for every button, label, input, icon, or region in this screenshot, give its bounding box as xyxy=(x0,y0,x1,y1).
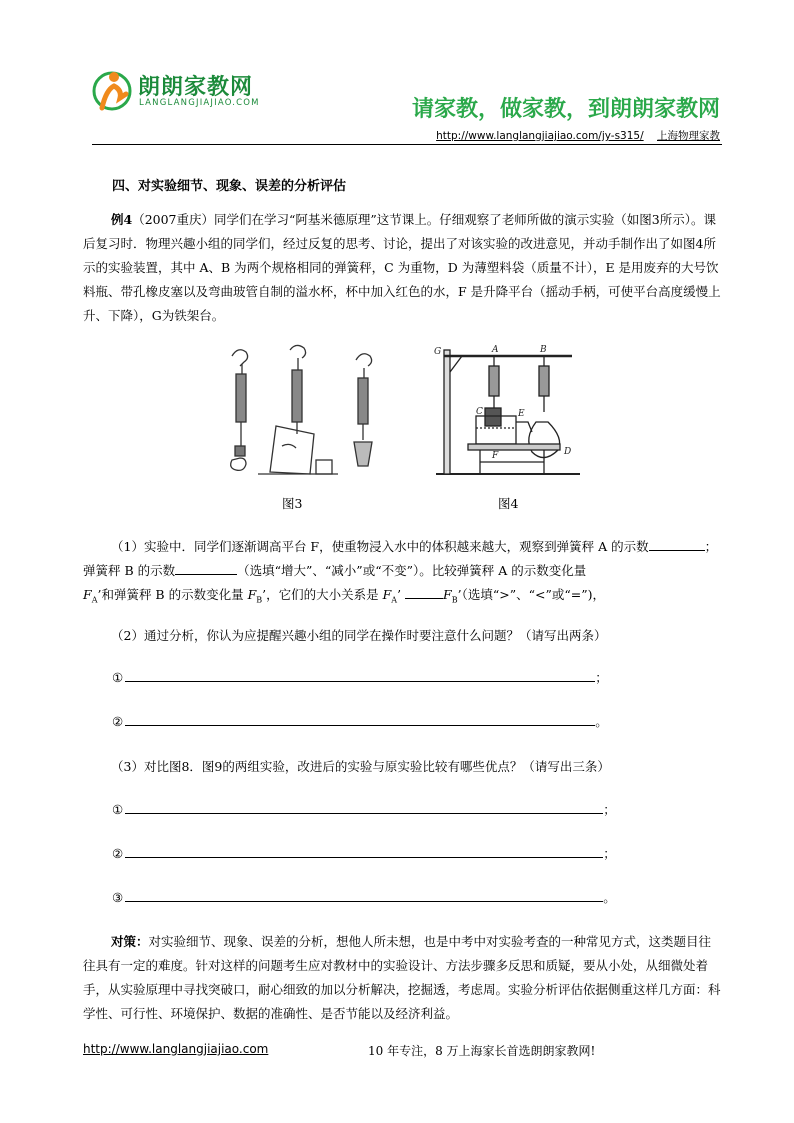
footer-url-link[interactable]: http://www.langlangjiajiao.com xyxy=(83,1042,269,1056)
q1-blank-a[interactable] xyxy=(649,537,705,551)
site-logo[interactable] xyxy=(92,68,292,116)
question-1: （1）实验中．同学们逐渐调高平台 F，使重物浸入水中的体积越来越大，观察到弹簧秤 A 的示数 ；弹簧秤 B 的示数 （选填“增大”、“减小”或“不变”）。比较弹簧秤 A 的示数变化量 $F_A$’和弹簧秤 B 的示数变化量 $F_B$’，它们的大小关系是 $F_A$’ $F_B$’（选填“>”、“<”或“=”)， xyxy=(83,539,718,605)
figure-4-caption: 图4 xyxy=(498,496,519,511)
example-text: （2007重庆）同学们在学习“阿基米德原理”这节课上。仔细观察了老师所做的演示实验（如图3所示）。课后复习时．物理兴趣小组的同学们，经过反复的思考、讨论，提出了对该实验的改进意见，并动手制作出了如图4所示的实验装置，其中 A、B 为两个规格相同的弹簧秤，C 为重物，D 为薄塑料袋（质量不计），E 是用废弃的大号饮料瓶、带孔橡皮塞以及弯曲玻管自制的溢水杯，杯中加入红色的水，F 是升降平台（摇动手柄，可使平台高度缓慢上升、下降），G为铁架台。 xyxy=(83,212,721,323)
logo-person-icon xyxy=(92,68,132,114)
svg-text:D: D xyxy=(564,447,572,457)
q1-blank-b[interactable] xyxy=(175,561,237,575)
question-3: （3）对比图8．图9的两组实验，改进后的实验与原实验比较有哪些优点？（请写出三条） xyxy=(111,759,610,774)
svg-text:A: A xyxy=(492,345,499,355)
header-physics-tutor-link[interactable]: 上海物理家教 xyxy=(657,130,720,142)
strategy-text: 对实验细节、现象、误差的分析，想他人所未想，也是中考中对实验考查的一种常见方式，这类题目往往具有一定的难度。针对这样的问题考生应对教材中的实验设计、方法步骤多反思和质疑，要从小处，从细微处着手，从实验原理中寻找突破口，耐心细致的加以分析解决，挖掘透，考虑周。实验分析评估依据侧重这样几方面：科学性、可行性、环境保护、数据的准确性、是否节能以及经济利益。 xyxy=(83,934,721,1021)
example-label: 例4 xyxy=(111,212,133,227)
figure-3-illustration xyxy=(218,342,390,478)
header-slogan: 请家教，做家教，到朗朗家教网 xyxy=(411,97,720,122)
figure-4-apparatus xyxy=(432,342,584,478)
logo-text: 朗朗家教网 xyxy=(138,75,254,100)
svg-text:C: C xyxy=(476,407,483,417)
section-title: 四、对实验细节、现象、误差的分析评估 xyxy=(112,179,347,194)
q3-answer-line-2[interactable]: ② ； xyxy=(112,846,616,861)
footer-slogan: 10 年专注，8 万上海家长首选朗朗家教网! xyxy=(368,1044,596,1058)
header-url-link[interactable]: http://www.langlangjiajiao.com/jy-s315/ xyxy=(436,130,644,142)
q2-answer-line-2[interactable]: ② 。 xyxy=(112,714,608,729)
header-links xyxy=(436,128,720,143)
question-2: （2）通过分析，你认为应提醒兴趣小组的同学在操作时要注意什么问题？（请写出两条） xyxy=(111,628,607,643)
example-paragraph xyxy=(83,208,721,328)
svg-text:F: F xyxy=(492,451,499,461)
svg-text:B: B xyxy=(540,345,547,355)
strategy-paragraph xyxy=(83,930,721,1026)
svg-text:E: E xyxy=(518,409,525,419)
strategy-label: 对策： xyxy=(111,934,149,949)
figure-3-caption: 图3 xyxy=(282,496,303,511)
q3-answer-line-1[interactable]: ① ； xyxy=(112,802,616,817)
logo-subtext: LANGLANGJIAJIAO.COM xyxy=(139,98,260,108)
svg-text:G: G xyxy=(434,347,442,357)
q1-blank-c[interactable] xyxy=(405,585,443,599)
q3-answer-line-3[interactable]: ③ 。 xyxy=(112,890,616,905)
q2-answer-line-1[interactable]: ① ； xyxy=(112,670,608,685)
header-divider xyxy=(92,144,722,145)
